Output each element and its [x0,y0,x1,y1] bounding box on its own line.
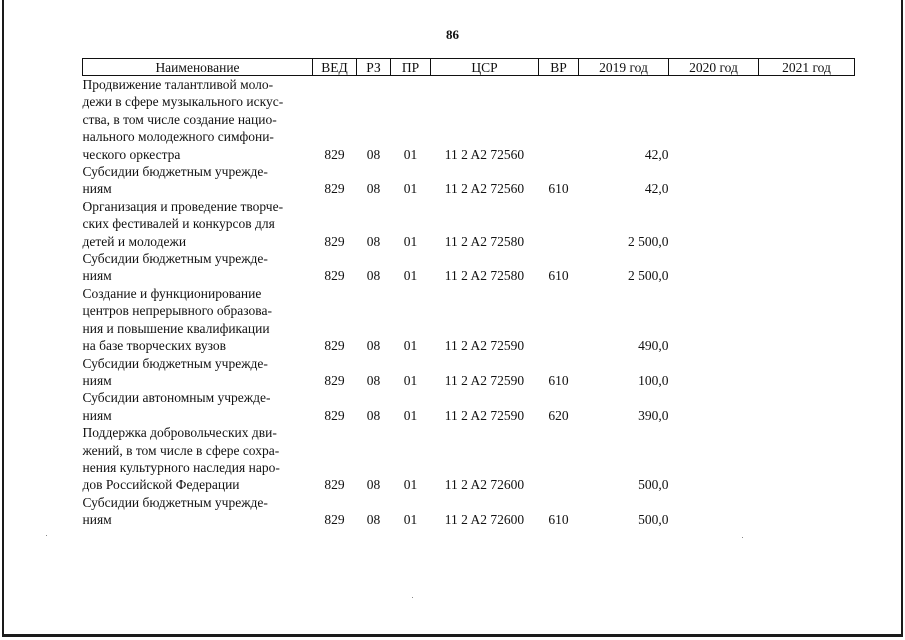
row-rz: 08 [366,372,381,388]
row-amount-2021 [759,76,855,164]
row-amount-2020 [669,198,759,250]
row-amount-2021 [759,389,855,424]
row-ved: 829 [324,372,345,388]
row-ved: 829 [324,407,345,423]
row-name-line: Субсидии бюджетным учрежде- [82,251,268,267]
row-rz: 08 [366,181,381,197]
row-amount-2019: 500,0 [638,477,669,493]
row-amount-2019: 42,0 [644,181,669,197]
row-amount-2019: 500,0 [638,512,669,528]
header-vr: ВР [539,59,579,76]
row-amount-2021 [759,424,855,494]
row-amount-2021 [759,163,855,198]
row-vr [539,76,579,164]
row-ved: 829 [324,233,345,249]
row-rz: 08 [366,512,381,528]
table-row [83,494,855,529]
row-vr: 610 [548,268,569,284]
row-name [83,494,313,529]
row-pr: 01 [403,181,418,197]
budget-table [82,58,855,529]
row-ved: 829 [324,477,345,493]
row-amount-2019: 490,0 [638,338,669,354]
row-name [83,163,313,198]
row-name-line: ства, в том числе создание нацио- [82,111,277,127]
row-name-line: ния и повышение квалификации [82,320,270,336]
row-csr: 11 2 A2 72590 [444,338,525,354]
row-ved: 829 [324,338,345,354]
row-pr: 01 [403,477,418,493]
row-name-line: ниям [82,181,112,197]
row-amount-2021 [759,198,855,250]
page-frame-right [901,0,903,636]
row-amount-2019: 2 500,0 [628,268,669,284]
row-name [83,389,313,424]
header-2019: 2019 год [579,59,669,76]
header-csr: ЦСР [431,59,539,76]
row-amount-2021 [759,250,855,285]
table-row [83,198,855,250]
row-pr: 01 [403,372,418,388]
row-amount-2020 [669,163,759,198]
table-row [83,355,855,390]
row-vr: 610 [548,181,569,197]
row-name-line: Создание и функционирование [82,285,262,301]
header-2020: 2020 год [669,59,759,76]
row-name-line: ниям [82,407,112,423]
row-csr: 11 2 A2 72600 [444,512,525,528]
row-name [83,250,313,285]
row-name-line: Субсидии бюджетным учрежде- [82,355,268,371]
row-amount-2020 [669,285,759,355]
row-name-line: ниям [82,512,112,528]
row-name [83,424,313,494]
row-csr: 11 2 A2 72590 [444,372,525,388]
page-frame-left [2,0,4,636]
row-rz: 08 [366,338,381,354]
row-pr: 01 [403,268,418,284]
row-csr: 11 2 A2 72580 [444,268,525,284]
row-amount-2021 [759,494,855,529]
row-name-line: дежи в сфере музыкального искус- [82,94,284,110]
page-number: 86 [446,27,459,42]
row-vr: 610 [548,512,569,528]
row-name-line: ческого оркестра [82,146,181,162]
row-vr: 610 [548,372,569,388]
row-ved: 829 [324,181,345,197]
row-rz: 08 [366,233,381,249]
row-name-line: Организация и проведение творче- [82,198,284,214]
row-amount-2020 [669,494,759,529]
row-vr [539,285,579,355]
row-amount-2020 [669,76,759,164]
row-name [83,285,313,355]
row-name [83,355,313,390]
row-vr: 620 [548,407,569,423]
row-ved: 829 [324,268,345,284]
table-row [83,285,855,355]
row-name [83,76,313,164]
scan-speck [412,597,413,598]
row-amount-2020 [669,424,759,494]
row-name-line: ских фестивалей и конкурсов для [82,216,275,232]
row-name-line: детей и молодежи [82,233,187,249]
row-pr: 01 [403,233,418,249]
row-csr: 11 2 A2 72580 [444,233,525,249]
table-row [83,76,855,164]
row-amount-2020 [669,355,759,390]
row-pr: 01 [403,407,418,423]
row-amount-2019: 2 500,0 [628,233,669,249]
row-csr: 11 2 A2 72560 [444,181,525,197]
row-name-line: ниям [82,268,112,284]
row-ved: 829 [324,146,345,162]
row-csr: 11 2 A2 72600 [444,477,525,493]
row-pr: 01 [403,338,418,354]
header-rz: РЗ [357,59,391,76]
row-name-line: нения культурного наследия наро- [82,459,280,475]
row-name-line: нального молодежного симфони- [82,129,274,145]
table-row [83,163,855,198]
row-amount-2019: 390,0 [638,407,669,423]
row-vr [539,198,579,250]
row-name-line: центров непрерывного образова- [82,303,272,319]
scan-speck [742,537,743,538]
row-vr [539,424,579,494]
row-pr: 01 [403,512,418,528]
row-amount-2020 [669,250,759,285]
row-csr: 11 2 A2 72590 [444,407,525,423]
page-frame-bottom [2,634,903,637]
row-name-line: Продвижение талантливой моло- [82,77,274,92]
table-header-row [83,59,855,76]
table-row [83,389,855,424]
row-rz: 08 [366,146,381,162]
row-name-line: на базе творческих вузов [82,338,227,354]
row-amount-2019: 42,0 [644,146,669,162]
row-amount-2019: 100,0 [638,372,669,388]
row-name-line: Субсидии бюджетным учрежде- [82,164,268,180]
row-amount-2021 [759,355,855,390]
header-2021: 2021 год [759,59,855,76]
row-rz: 08 [366,477,381,493]
table-row [83,250,855,285]
row-ved: 829 [324,512,345,528]
row-name-line: Субсидии автономным учрежде- [82,390,271,406]
header-ved: ВЕД [313,59,357,76]
table-row [83,424,855,494]
row-name-line: Субсидии бюджетным учрежде- [82,494,268,510]
table-body [83,76,855,529]
row-rz: 08 [366,268,381,284]
header-name: Наименование [83,59,313,76]
row-name-line: ниям [82,372,112,388]
header-pr: ПР [391,59,431,76]
row-name-line: жений, в том числе в сфере сохра- [82,442,280,458]
row-name-line: Поддержка добровольческих дви- [82,425,277,441]
row-amount-2021 [759,285,855,355]
row-amount-2020 [669,389,759,424]
row-csr: 11 2 A2 72560 [444,146,525,162]
row-name-line: дов Российской Федерации [82,477,240,493]
row-rz: 08 [366,407,381,423]
row-pr: 01 [403,146,418,162]
row-name [83,198,313,250]
scan-speck [46,535,47,536]
